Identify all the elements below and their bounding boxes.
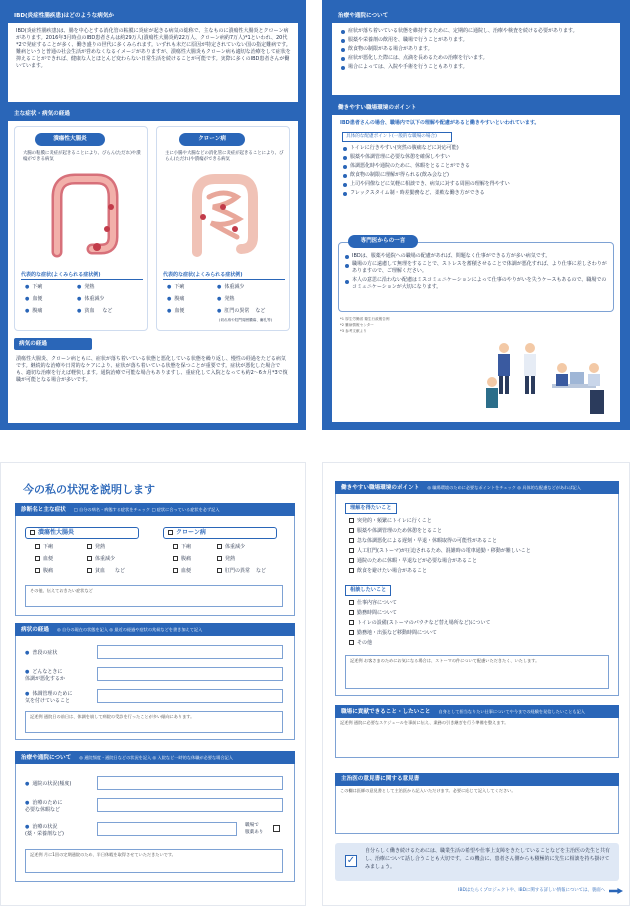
page-3	[0, 462, 306, 906]
doctor-item: 本人の意思に沿わない配慮はミスコミュニケーションによって仕事のやりがいを失うケースもあるので、職場でのコミュニケーションが大切になります。	[344, 277, 610, 291]
footnote: *1 厚生労働省 衛生行政報告例	[340, 317, 390, 321]
understand-label: 急な体調悪化による遅刻・早退・休暇取得の可能性があること	[357, 538, 498, 544]
medication-checkbox[interactable]	[273, 825, 280, 832]
treat-bar-label: 治療や通院について	[21, 755, 72, 761]
closing-text: 自分らしく働き続けるためには、職業生活の希望や仕事上支障をきたしていることなどを主治医の先生と共有し、治療について話し合うことも大切です。この機会に、患者さん側からも積極的に先生に相談を持ち掛けてみましょう。	[365, 848, 611, 870]
uc-check-label: 貧血	[95, 568, 106, 574]
treat-item: 飲食物の制限がある場合があります。	[340, 45, 616, 54]
contrib-input[interactable]	[335, 718, 619, 758]
treat-bar	[15, 751, 295, 764]
course-note-input[interactable]	[25, 711, 283, 733]
understand-check[interactable]	[349, 517, 432, 525]
understand-check[interactable]	[349, 527, 442, 535]
symptoms-title: 主な症状・病気の経過	[8, 108, 298, 121]
work-bar-sub: ◎ 職場環境のために必要なポイントをチェック ◎ 具体的な配慮などがあれば記入	[427, 485, 581, 490]
colon-illustration	[37, 167, 127, 263]
cd-check-label: 肛門の異常	[225, 568, 251, 574]
uc-check[interactable]	[35, 543, 53, 551]
course-bar-label: 病状の経過	[21, 627, 49, 633]
uc-check-label: 下痢	[43, 544, 54, 550]
office-people-illustration	[482, 332, 616, 418]
treat-item: 場合によっては、入院や手術を行うこともあります。	[340, 63, 616, 72]
uc-symptom: 発熱	[84, 284, 95, 290]
work-note: 記述例 お客さまのためにお気になる場合は、ストーマの件について配慮いただきたく、いたします。	[350, 658, 540, 663]
about-card	[8, 10, 298, 102]
uc-etc: など	[115, 568, 126, 574]
intestine-illustration	[179, 167, 269, 263]
uc-check-label: 腹痛	[43, 568, 54, 574]
treat-item: 症状が悪化した際には、点滴を長めるための治療を行います。	[340, 54, 616, 63]
cd-check[interactable]	[217, 567, 266, 575]
treat-bar-sub: ◎ 通院頻度・通院日などの状況を記入 ◎ 入院など一時的な休職が必要な場合記入	[79, 755, 233, 760]
work-item: トイレに行きやすい(突然の腹痛などに対応可能)	[342, 144, 612, 153]
medication-label: 職場で 服薬あり	[245, 823, 264, 835]
work-note-input[interactable]	[345, 655, 609, 689]
cd-note: (切れ痔や肛門周囲膿瘍、瘻孔等)	[219, 318, 273, 322]
uc-check-label: 発熱	[95, 544, 106, 550]
treat-item: 症状が落ち着いている状態を維持するために、定期的に通院し、治療や検査を続ける必要があります。	[340, 27, 616, 36]
understand-label: 服薬や体調管理のため休憩をとること	[357, 528, 443, 534]
treat-note-input[interactable]	[25, 849, 283, 873]
cd-check[interactable]	[217, 543, 245, 551]
footer-text: IBDはたらくプロジェクトや、IBDに関する詳しい情報については、裏面へ	[458, 888, 605, 893]
work-lead: IBD患者さんの場合、職場内で以下の理解や配慮があると働きやすいといわれています。	[340, 120, 540, 126]
consult-label: 勤務時間について	[357, 610, 397, 616]
cd-symptom: 体重減少	[224, 284, 245, 290]
treat-input[interactable]	[97, 798, 283, 812]
consult-label: トイレの設備(ストーマのパウチなど替え場所など)について	[357, 620, 491, 626]
other-symptom-input[interactable]	[25, 585, 283, 607]
uc-check[interactable]	[35, 555, 53, 563]
uc-panel	[14, 126, 148, 331]
cd-check[interactable]	[173, 567, 191, 575]
uc-name-label: 潰瘍性大腸炎	[38, 529, 75, 536]
consult-check[interactable]	[349, 599, 397, 607]
cd-check[interactable]	[173, 555, 191, 563]
cd-name-label: クローン病	[176, 529, 206, 536]
cd-check-label: 腹痛	[181, 556, 192, 562]
understand-check[interactable]	[349, 567, 427, 575]
work-item: フレックスタイム制・時差勤務など、柔軟な働き方ができる	[342, 189, 612, 198]
contrib-note: 記述例 通院に必要なスケジュールを事前に伝え、業務の引き継ぎを行う準備を整えます。	[340, 720, 509, 725]
work-sub: 具体的な配慮ポイント(一般的な職場の場合)	[342, 132, 452, 142]
page-4	[322, 462, 630, 906]
uc-name-box[interactable]	[25, 527, 139, 539]
symptoms-card	[8, 108, 298, 423]
cd-check[interactable]	[217, 555, 235, 563]
doctor-list	[344, 252, 610, 291]
understand-check[interactable]	[349, 557, 477, 565]
course-label: ● 普段の症状	[25, 650, 57, 657]
consult-check[interactable]	[349, 639, 372, 647]
doctor-bar-label: 主治医の意見書に関する意見書	[341, 776, 420, 782]
course-bar	[15, 623, 295, 636]
cd-symptom-title: 代表的な症状(よくみられる症状例)	[163, 271, 285, 280]
course-input[interactable]	[97, 667, 283, 681]
understand-label: 人工肛門(ストーマ)が圧迫されるため、混雑時の電車通勤・移動が難しいこと	[357, 548, 531, 554]
cd-etc: など	[256, 568, 267, 574]
footnote: *2 難病情報センター	[340, 323, 374, 327]
cd-symptom: 血便	[174, 308, 185, 314]
cd-check-label: 発熱	[225, 556, 236, 562]
doctor-item: IBDは、服薬や通院への職場の配慮があれば、問題なく仕事ができる方が多い病気です。	[344, 252, 610, 261]
understand-label: 通院のために休暇・早退などが必要な場合があること	[357, 558, 478, 564]
footer-arrow-icon	[609, 888, 623, 894]
contrib-bar-label: 職場に貢献できること・したいこと	[341, 709, 431, 715]
doctor-title: 専門医からの一言	[348, 235, 418, 248]
cd-etc: など	[255, 308, 266, 314]
treatment-card	[332, 10, 620, 95]
doctor-item: 職場の方に遠慮して無理をすることで、ストレスを蓄積させることで体調が悪化すれば、より仕事に差しさわりがありますので、ご理解ください。	[344, 261, 610, 275]
cd-symptom: 腹痛	[174, 296, 185, 302]
consult-label: その他	[357, 640, 373, 646]
treat-list	[340, 27, 616, 72]
work-card	[332, 102, 620, 422]
cd-panel	[156, 126, 290, 331]
doctor-input[interactable]	[335, 786, 619, 834]
closing-check-icon: ✓	[346, 855, 356, 866]
diag-bar-sub: □ 自分の病名・病態する症状をチェック □ 症状に合っている症状を必ず記入	[73, 507, 220, 512]
uc-desc: 大腸の粘膜に炎症が起きることにより、びらん(ただれ)や潰瘍ができる病気	[23, 151, 141, 162]
treat-label: ● 治療の状況 (薬・栄養剤など)	[25, 824, 64, 838]
cd-symptom: 肛門の異常	[224, 308, 250, 314]
cd-desc: 主に小腸や大腸などの消化管に炎症が起きることにより、びらん(ただれ)や潰瘍ができる病気	[165, 151, 284, 162]
course-label: ● どんなときに 体調が悪化するか	[25, 669, 65, 683]
work-bar-label: 働きやすい職場環境のポイント	[341, 485, 420, 491]
understand-label: 飲食を避けたい場合があること	[357, 568, 428, 574]
consult-label: 勤務地・出張など移動時間について	[357, 630, 437, 636]
cd-name: クローン病	[179, 133, 245, 146]
uc-check-label: 体重減少	[95, 556, 116, 562]
uc-name: 潰瘍性大腸炎	[35, 133, 105, 146]
consult-label: 仕事内容について	[357, 600, 397, 606]
uc-etc: など	[102, 308, 113, 314]
uc-symptom: 腹痛	[32, 308, 43, 314]
treat-title: 治療や通院について	[332, 10, 620, 23]
contrib-bar-sub: 自身として担当なりたい仕事についてや今までの経験を発信したいことも記入	[438, 709, 585, 714]
course-input[interactable]	[97, 645, 283, 659]
uc-check[interactable]	[87, 543, 105, 551]
course-body: 潰瘍性大腸炎、クローン病ともに、症状が落ち着いている状態と悪化している状態を繰り返し、慢性の経過をたどる病気です。継続的な治療や日常的なケアにより、症状が落ち着いている状態を保つことが重要です。症状が悪化した場合でも、適切な治療を行えば軽快します。通院治療で可能な場合もありますし、重症化して入院となっても約2〜6カ月*3で復職が可能となる場合が多いです。	[16, 356, 288, 383]
doctor-bar	[335, 773, 619, 786]
work-bar	[335, 481, 619, 494]
work-title: 働きやすい職場環境のポイント	[332, 102, 620, 115]
uc-symptom: 貧血	[84, 308, 95, 314]
understand-label: 突発的・頻繁にトイレに行くこと	[357, 518, 432, 524]
work-item: 服薬や体調管理に必要な休憩を確保しやすい	[342, 153, 612, 162]
contrib-bar	[335, 705, 619, 718]
diag-bar	[15, 503, 295, 516]
uc-symptom: 下痢	[32, 284, 43, 290]
work-list	[342, 144, 612, 198]
treat-input[interactable]	[97, 822, 237, 836]
cd-check-label: 下痢	[181, 544, 192, 550]
course-bar-sub: ◎ 自分の現在の状態を記入 ◎ 最近の経過や症状の兆候などを書き加えて記入	[56, 627, 203, 632]
treat-item: 服薬や栄養剤の飲用を、職場で行うことがあります。	[340, 36, 616, 45]
uc-check[interactable]	[87, 555, 115, 563]
consult-check[interactable]	[349, 609, 397, 617]
uc-symptom: 血便	[32, 296, 43, 302]
cd-check-label: 血便	[181, 568, 192, 574]
work-item: 飲食物の制限に理解が得られる(飲み会など)	[342, 171, 612, 180]
course-title: 病気の経過	[14, 338, 92, 350]
treat-note: 記述例 月に1回の定期通院のため、半日休暇を取得させていただきたいです。	[30, 852, 176, 857]
work-item: 上司や同僚などに気軽に相談でき、病気に対する周囲の理解を得やすい	[342, 180, 612, 189]
page-2	[322, 0, 630, 430]
uc-check[interactable]	[35, 567, 53, 575]
work-item: 体調悪化時や通院のために、休暇をとることができる	[342, 162, 612, 171]
course-note: 記述例 通院日の前日は、体調を崩して病院の受診を行ったことが多い傾向にあります。	[30, 714, 195, 719]
page-1	[0, 0, 306, 430]
course-label: ● 体調管理のために 気を付けていること	[25, 691, 72, 705]
consult-check[interactable]	[349, 629, 437, 637]
consult-check[interactable]	[349, 619, 491, 627]
uc-symptom: 体重減少	[84, 296, 105, 302]
p3-title: 今の私の状況を説明します	[23, 483, 155, 496]
understand-title: 理解を得たいこと	[345, 503, 397, 514]
uc-symptom-title: 代表的な症状(よくみられる症状例)	[21, 271, 143, 280]
footnote: *3 参考文献より	[340, 329, 367, 333]
course-input[interactable]	[97, 689, 283, 703]
consult-title: 相談したいこと	[345, 585, 391, 596]
cd-symptom: 発熱	[224, 296, 235, 302]
diag-bar-label: 診断名と主な症状	[21, 507, 66, 513]
cd-check[interactable]	[173, 543, 191, 551]
cd-name-box[interactable]	[163, 527, 277, 539]
treat-label: ● 治療のために 必要な休暇など	[25, 800, 62, 814]
understand-check[interactable]	[349, 547, 531, 555]
other-hint: その他、伝えておきたい症状など	[30, 588, 93, 593]
about-body: IBD(炎症性腸疾患)は、腸を中心とする消化管の粘膜に炎症が起きる病気の総称で、主なものに潰瘍性大腸炎とクローン病があります。2016年3月時点のIBD患者さんは約29万人(潰瘍性大腸炎約22万人、クローン病約7万人)*1といわれ、20代*2で発症することが多く、働き盛りの世代に多くみられます。いずれも未だに原因が特定されていない国の指定難病です。難病というと普通の社会生活が営めなくなるイメージがありますが、潰瘍性大腸炎もクローン病も適切な治療をして症状を抑えることができれば、健康な人とほとんど変わらない日常生活を続けることが可能です。実際に多くのIBD患者さんが働いています。	[16, 28, 291, 69]
uc-check[interactable]	[87, 567, 125, 575]
treat-label: ● 通院の状況(頻度)	[25, 781, 71, 788]
understand-check[interactable]	[349, 537, 497, 545]
doctor-hint: この欄は医師の意見書として主治医から記入いただけます。必要に応じて記入してください。	[340, 788, 516, 793]
about-title: IBD(炎症性腸疾患)はどのような病気か	[8, 10, 298, 23]
uc-check-label: 血便	[43, 556, 54, 562]
treat-input[interactable]	[97, 776, 283, 790]
cd-symptom: 下痢	[174, 284, 185, 290]
cd-check-label: 体重減少	[225, 544, 246, 550]
